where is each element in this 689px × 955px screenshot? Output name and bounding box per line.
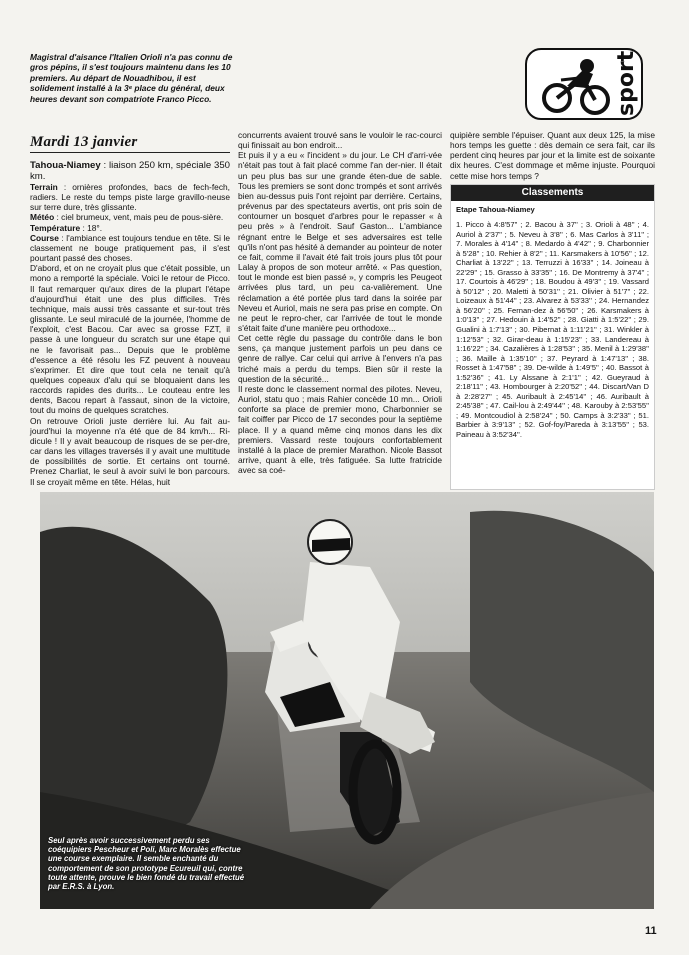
stage-text: : liaison 250 km, spéciale 350 km. (30, 160, 230, 182)
stage-heading (30, 160, 230, 182)
paragraph: Cet cette règle du passage du contrôle dans le bon sens, ça manque justement parfois un peu dans ce genre de rallye. Car celui qui arrive à l'envers n'a pas triché mais a perdu du temps. Bien sûr il reste la question de la sécurité... (238, 333, 442, 384)
sport-logo-text: sport (614, 50, 639, 116)
classements-stage: Etape Tahoua-Niamey (456, 205, 535, 214)
stage-label: Tahoua-Niamey (30, 160, 101, 171)
article-column-2 (238, 130, 442, 475)
classements-box (450, 184, 655, 490)
terrain-line (30, 182, 230, 212)
meteo-line (30, 212, 230, 222)
page-number: 11 (645, 925, 657, 937)
terrain-text: : ornières profondes, bacs de fech-fech, radiers. Le reste du temps piste large gravillo-neuse sur terre dure, très glissante. (30, 182, 230, 213)
day-title: Mardi 13 janvier (30, 134, 138, 150)
photo-caption: Seul après avoir successivement perdu ses coéquipiers Pescheur et Poli, Marc Moralès effectue une course exemplaire. Il semble enchanté du comportement de son prototype Ecureuil qui, contre toute attente, prouve le bien fondé du travail effectué par E.R.S. à Lyon. (48, 836, 245, 892)
classements-header: Classements (451, 185, 654, 201)
paragraph: concurrents avaient trouvé sans le vouloir le rac-courci qui finissait au bon endroit... (238, 130, 442, 151)
sport-wordmark (611, 50, 641, 120)
paragraph: quipière semble l'épuiser. Quant aux deux 125, la mise hors temps les guette : dès demain ce sera fait, car ils perdent cinq heures par jour et la limite est de soixante dix heures. C'est dommage et même injuste. Pourquoi cette mise hors temps ? (450, 130, 655, 181)
temperature-line (30, 223, 230, 233)
sport-logo (525, 48, 643, 120)
meteo-text: : ciel brumeux, vent, mais peu de pous-sière. (54, 212, 224, 223)
temperature-text: : 18°. (80, 222, 103, 233)
title-divider (30, 152, 230, 153)
temperature-label: Température (30, 222, 81, 233)
course-line (30, 233, 230, 263)
article-column-3 (450, 130, 655, 181)
terrain-label: Terrain (30, 182, 58, 192)
course-text: : l'ambiance est toujours tendue en tête. Si le classement ne bouge pratiquement pas, il s'est pourtant passé des choses. (30, 232, 230, 264)
paragraph: Il reste donc le classement normal des pilotes. Neveu, Auriol, statu quo ; mais Rahier concède 10 mn... Orioli conforte sa place de premier mono, Charbonnier se fait coiffer par Picco de 17 secondes pour la septième place. Il y a quand même cinq monos dans les dix premiers. Vassard reste toujours confortablement installé à la place de premier Marathon. Nicole Bassot arrive, quant à elle, très fatiguée. Sa lutte fratricide avec sa coé- (238, 383, 442, 476)
paragraph: Et puis il y a eu « l'incident » du jour. Le CH d'arri-vée n'était pas tout à fait placé comme l'an der-nier. Il était un peu plus bas sur une grande éten-due de sable. Tous les premiers se sont donc trompés et sont arrivés bien au-dessus puis l'ont rejoint par derrière. Certains, prévenus par des spectateurs avertis, ont pris soin de contourner un bosquet d'arbres pour le repasser « à peu près » à l'endroit. Sauf Gaston... L'ambiance régnant entre le Belge et ses adversaires est telle qu'ils n'ont pas hésité à demander au pointeur de noter ce fait, comme il l'avait été fait trois jours plus tôt pour Lalay à propos de son moteur arrêté. « Pas question, tout le monde est bien passé », y compris les Peugeot arrivées plus tard, un peu ca-valièrement. Une réclamation a été portée plus tard dans la soirée par Neveu et Auriol, mais ne sera pas prise en compte. On ne peut le repro-cher, car l'arrivée de tout le monde s'était faite d'une manière peu orthodoxe... (238, 150, 442, 333)
paragraph: On retrouve Orioli juste derrière lui. Au fait au-jourd'hui la moyenne n'a été que de 84 km/h... Ri-dicule ! Il y avait beaucoup de risques de se per-dre, car dans les villages traversés il y avait une multitude de possibilités de sortie. Et certains ont tourné. Prenez Charliat, le seul à avoir suivi le bon parcours. Il se croyait même en tête. Hélas, huit (30, 415, 230, 487)
intro-blurb: Magistral d'aisance l'Italien Orioli n'a pas connu de gros pépins, il s'est toujours maintenu dans les 10 premiers. Au départ de Nouadhibou, il est solidement installé à la 3ᵉ place du général, deux heures devant son compatriote Franco Picco. (30, 52, 233, 104)
article-column-1 (30, 160, 230, 487)
paragraph: D'abord, et on ne croyait plus que c'était possible, un mono a remporté la spéciale. Voici le retour de Picco. Il faut remarquer qu'aux dires de la plupart l'étape d'aujourd'hui était une des plus difficiles. Très technique, mais aussi très cassante et sur-tout très glissante. Le seul miraculé de la journée, l'homme de l'exploit, c'est Bacou. Car avec sa grosse FZT, il passe à une longueur du scratch sur une étape qui ne le favorisait pas... Depuis que le problème d'essence a été résolu les FZ peuvent à nouveau s'exprimer. Et dire que tout cela ne tenait qu'à quelques copeaux d'alu qui se bloquaient dans les raccords rapides des durits... Le couteau entre les dents, Bacou repart à l'assaut, sinon de la victoire, tout du moins de quelques scratches. (30, 263, 230, 416)
classements-results: 1. Picco à 4:8'57" ; 2. Bacou à 37'' ; 3. Orioli à 48'' ; 4. Auriol à 2'37'' ; 5. Neveu à 3'8'' ; 6. Mas Carlos à 3'11'' ; 7. Morales à 4'14'' ; 8. Medardo à 4'42'' ; 9. Charbonnier à 5'28'' ; 10. Rehier à 8'2'' ; 11. Karsmakers à 10'56'' ; 12. Charliat à 13'22'' ; 13. Terruzzi à 16'33'' ; 14. Joineau à 22'29'' ; 15. Grasso à 33'35'' ; 16. De Montremy à 37'4'' ; 17. Courtois à 46'29'' ; 18. Boudou à 49'3'' ; 19. Vassard à 50'12'' ; 20. Maletti à 50'31'' ; 21. Olivier à 51'7'' ; 22. Loizeaux à 51'44'' ; 23. Alvarez à 53'33'' ; 24. Hernandez à 56'20'' ; 25. Fernan-dez à 56'50'' ; 26. Karsmakers à 1:0'13'' ; 27. Hedouin à 1:4'52'' ; 28. Giatti à 1:5'22'' ; 29. Gualini à 1:7'13'' ; 30. Pibernat à 1:11'21'' ; 31. Winkler à 1:12'53'' ; 32. Girar-deau à 1:15'23'' ; 33. Landereau à 1:16'22'' ; 34. Cazalières à 1:28'53'' ; 35. Menil à 1:29'38'' ; 36. Maille à 1:35'10'' ; 37. Peyrard à 1:47'13'' ; 38. Rosset à 1:47'58'' ; 39. De-wilde à 1:49'5'' ; 40. Bassot à 1:52'36'' ; 41. Ly Alssane à 2:1'1'' ; 42. Gueyraud à 2:18'11'' ; 43. Hombourger à 2:20'52'' ; 44. Discart/Van D à 2:28'27'' ; 45. Auribault à 2:45'14'' ; 46. Auribault à 2:45'38'' ; 47. Cail-lou à 2:49'44'' ; 48. Karouby à 2:53'55'' ; 49. Montcoudiol à 2:58'24'' ; 50. Camps à 3:2'33'' ; 51. Barbier à 3:9'13'' ; 52. Gof-foy/Pareda à 3:13'55'' ; 53. Paineau à 3:52'34''. (456, 220, 649, 440)
meteo-label: Météo (30, 212, 55, 223)
course-label: Course (30, 232, 59, 243)
